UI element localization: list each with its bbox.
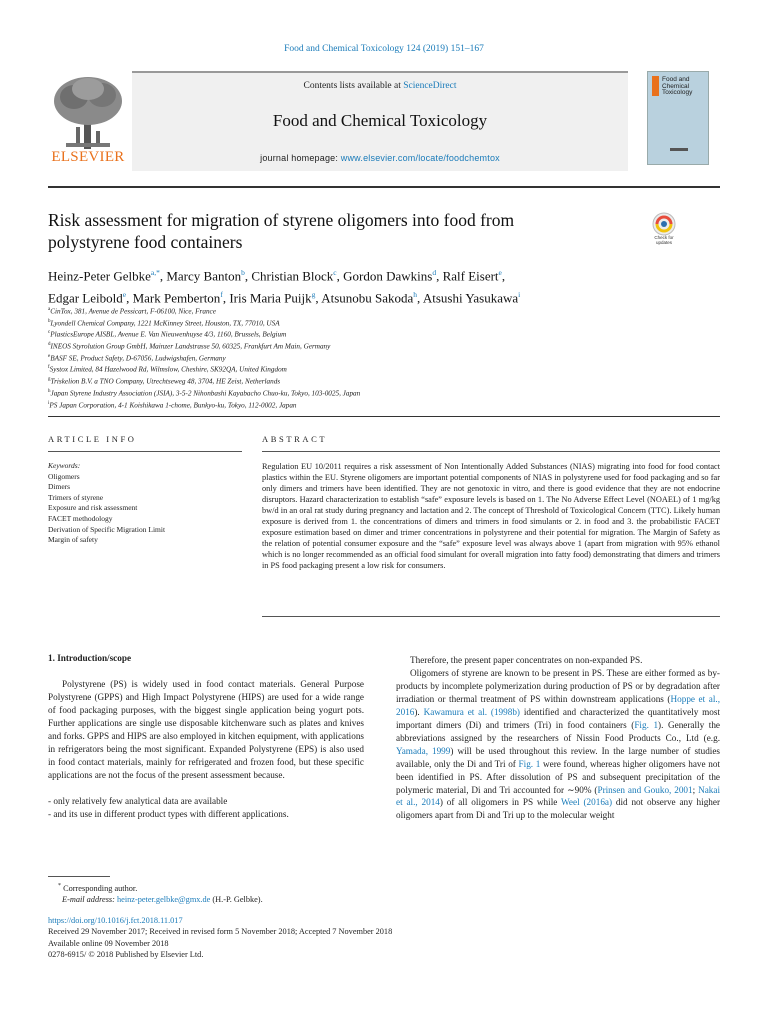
keywords-block	[48, 461, 242, 546]
journal-citation[interactable]: Food and Chemical Toxicology 124 (2019) 151–167	[284, 44, 484, 54]
email-link[interactable]: heinz-peter.gelbke@gmx.de	[117, 895, 211, 905]
keyword-item: Dimers	[48, 482, 71, 492]
check-updates-icon	[646, 212, 682, 236]
abstract-rule-bottom	[262, 616, 720, 617]
keyword-item: Exposure and risk assessment	[48, 503, 138, 513]
affiliation-item: $^a$CinTox, 381, Avenue de Pessicart, F-06100, Nice, France	[48, 307, 216, 316]
author-list	[48, 263, 718, 308]
figure-link[interactable]: Fig. 1	[518, 758, 541, 769]
footnote: * Corresponding author. E-mail address: heinz-peter.gelbke@gmx.de (H.-P. Gelbke).	[58, 883, 263, 905]
body-column-right	[396, 654, 720, 822]
footnote-rule	[48, 876, 110, 877]
cover-stripe	[652, 76, 659, 96]
citation-link[interactable]: Hoppe et al., 2016	[396, 693, 720, 717]
available-online: Available online 09 November 2018	[48, 938, 169, 948]
author-name[interactable]: Edgar Leibold	[48, 290, 123, 306]
publication-info	[48, 915, 548, 961]
abstract-rule-top	[262, 451, 720, 452]
keyword-item: Trimers of styrene	[48, 492, 104, 502]
elsevier-wordmark: ELSEVIER	[51, 149, 125, 165]
author-affiliation-marker[interactable]: i	[518, 290, 521, 300]
author-name[interactable]: Ralf Eisert	[442, 268, 499, 284]
author-affiliation-marker[interactable]: e	[122, 290, 127, 300]
journal-cover-image[interactable]: Food and Chemical Toxicology	[647, 71, 709, 165]
affiliation-item: $^d$INEOS Styrolution Group GmbH, Mainzer Landstrasse 50, 60325, Frankfurt Am Main, Germany	[48, 342, 331, 351]
keyword-list	[48, 472, 242, 546]
doi-link[interactable]: https://doi.org/10.1016/j.fct.2018.11.017	[48, 916, 183, 925]
abstract-heading: ABSTRACT	[262, 434, 328, 444]
author-affiliation-marker[interactable]: b	[241, 268, 245, 277]
contents-line: Contents lists available at ScienceDirect	[303, 81, 457, 91]
author-name[interactable]: Heinz-Peter Gelbke	[48, 268, 151, 284]
article-title: Risk assessment for migration of styrene oligomers into food from polystyrene food containers	[48, 210, 515, 252]
body-column-left	[48, 652, 364, 820]
author-affiliation-marker[interactable]: h	[413, 290, 418, 300]
affiliation-item: $^b$Lyondell Chemical Company, 1221 McKinney Street, Houston, TX, 77010, USA	[48, 318, 280, 328]
affiliation-list	[48, 305, 718, 410]
check-for-updates-button[interactable]: Check for updates	[646, 212, 682, 252]
elsevier-logo[interactable]	[48, 71, 128, 166]
list-item: - and its use in different product types with different applications.	[48, 808, 289, 819]
citation-link[interactable]: Nakai et al., 2014	[396, 784, 720, 808]
keyword-item: Derivation of Specific Migration Limit	[48, 524, 166, 534]
author-name[interactable]: Christian Block	[251, 268, 334, 284]
figure-link[interactable]: Fig. 1	[634, 719, 659, 730]
paragraph: Polystyrene (PS) is widely used in food contact materials. General Purpose Polystyrene (GPPS) and High Impact Polystyrene (HIPS) are used for a wide range of food packaging purposes, with the biggest single application being yogurt pots. Further applications are single use disposable kitchenware such as plates and knives and forks. GPPS and HIPS are also employed in kitchen equipment, with applications in refrigerators being the most significant. Expanded Polystyrene (EPS) is also used in food contact materials, mainly for refrigerated and frozen food, but these specific applications are not the focus of the present assessment because.	[48, 678, 364, 780]
journal-title: Food and Chemical Toxicology	[272, 111, 488, 130]
author-name[interactable]: Marcy Banton	[166, 268, 242, 284]
author-name[interactable]: Atsushi Yasukawa	[422, 290, 519, 306]
citation-link[interactable]: Weel (2016a)	[561, 797, 613, 808]
author-name[interactable]: Mark Pemberton	[132, 290, 221, 306]
received-dates: Received 29 November 2017; Received in revised form 5 November 2018; Accepted 7 November 2018	[48, 927, 393, 937]
author-affiliation-marker[interactable]: c	[333, 268, 337, 277]
keyword-item: FACET methodology	[48, 513, 113, 523]
affiliation-item: $^f$Systox Limited, 84 Hazelwood Rd, Wilmslow, Cheshire, SK92QA, United Kingdom	[48, 365, 287, 374]
author-affiliation-marker[interactable]: e	[498, 268, 502, 277]
keywords-label: Keywords:	[48, 461, 81, 470]
author-affiliation-marker[interactable]: f	[220, 290, 223, 300]
homepage-link[interactable]: www.elsevier.com/locate/foodchemtox	[340, 153, 500, 163]
paragraph: Oligomers of styrene are known to be present in PS. These are either formed as by-products by incomplete polymerization during production of PS or by degradation after irradiation or thermal treatment of PS within downstream applications (Hoppe et al., 2016). Kawamura et al. (1998b) identified and characterized the quantitatively most important dimers (Di) and trimers (Tri) in food containers (Fig. 1). Generally the abbreviations assigned by the researchers of Nissin Food Products Co., Ltd (e.g. Yamada, 1999) will be used throughout this review. In the large number of studies available, only the Di and Tri of Fig. 1 were found, whereas higher oligomers have not been identified in PS. After dissolution of PS and subsequent precipitation of the polymeric material, Di and Tri accounted for ∼90% (Prinsen and Gouko, 2001; Nakai et al., 2014) of all oligomers in PS while Weel (2016a) did not observe any higher oligomers apart from Di and Tri up to the molecular weight	[396, 667, 721, 821]
homepage-line: journal homepage: www.elsevier.com/locate/foodchemtox	[260, 153, 500, 163]
authors-line: Heinz-Peter Gelbke$^{a,*}$, Marcy Banton$^b$, Christian Block$^c$, Gordon Dawkins$^d$, Ralf Eisert$^e$,	[48, 268, 506, 284]
cover-mark	[670, 148, 688, 151]
masthead	[48, 71, 628, 176]
keyword-item: Margin of safety	[48, 535, 98, 545]
affiliation-rule	[48, 416, 720, 417]
author-name[interactable]: Iris Maria Puijk	[229, 290, 312, 306]
author-name[interactable]: Atsunobu Sakoda	[321, 290, 414, 306]
author-affiliation-marker[interactable]: d	[432, 268, 437, 277]
affiliation-item: $^h$Japan Styrene Industry Association (JSIA), 3-5-2 Nihonbashi Kayabacho Chuo-ku, Tokyo, 103-0025, Japan	[48, 388, 361, 398]
article-info-rule	[48, 451, 242, 452]
author-affiliation-marker[interactable]: g	[311, 290, 316, 300]
journal-banner	[132, 71, 628, 171]
citation-link[interactable]: Yamada, 1999	[396, 745, 451, 756]
affiliation-item: $^i$PS Japan Corporation, 4-1 Koishikawa 1-chome, Bunkyo-ku, Tokyo, 112-0002, Japan	[48, 400, 297, 409]
paragraph: Therefore, the present paper concentrates on non-expanded PS.	[410, 655, 643, 665]
affiliation-item: $^c$PlasticsEurope AISBL, Avenue E. Van Nieuwenhuyse 4/3, 1160, Brussels, Belgium	[48, 330, 287, 339]
author-affiliation-marker[interactable]: a,*	[150, 268, 160, 277]
abstract-text: Regulation EU 10/2011 requires a risk assessment of Non Intentionally Added Substances (NIAS) migrating into food for food contact plastics within the EU. Styrene oligomers are important potential components of NIAS in polystyrene used for food packaging and so far only dimers and trimers have been identified. They are not genotoxic in vitro, and there is good evidence that they are not endocrine disruptors. Hazard characterization to establish “safe” exposure levels is based on 1. The No Adverse Effect Level (NOAEL) of 1 mg/kg bw/d in an oral rat study during pregnancy and lactation and 2. The concept of Threshold of Toxicological Concern (TTC). Likely human exposure is derived from 1. the concentrations of dimers and trimers in food simulants or 2. in food and 3. the probabilistic FACET exposure estimation based on dimer and trimer concentrations in polystyrene and their potential for migration. The Margin of Safety as the relation of potential consumer exposure and the “safe” exposure level was always above 1 (apart from migration with 95% ethanol which is no longer recommended as an official food simulant for overall migration into fatty food) demonstrating that dimers and trimers in PS food packaging present a low risk for consumers.	[262, 462, 720, 571]
affiliation-item: $^e$BASF SE, Product Safety, D-67056, Ludwigshafen, Germany	[48, 353, 226, 363]
section-heading: 1. Introduction/scope	[48, 653, 132, 663]
list-item: - only relatively few analytical data are available	[48, 795, 228, 806]
citation-link[interactable]: Prinsen and Gouko, 2001	[597, 784, 693, 795]
authors-line: Edgar Leibold$^e$, Mark Pemberton$^f$, Iris Maria Puijk$^g$, Atsunobu Sakoda$^h$, Atsushi Yasukawa$^i$	[48, 290, 521, 306]
keyword-item: Oligomers	[48, 471, 80, 481]
author-name[interactable]: Gordon Dawkins	[343, 268, 433, 284]
article-info-heading: ARTICLE INFO	[48, 434, 137, 444]
copyright: 0278-6915/ © 2018 Published by Elsevier Ltd.	[48, 950, 204, 960]
citation-link[interactable]: Kawamura et al. (1998b)	[423, 706, 520, 717]
affiliation-item: $^g$Triskelion B.V. a TNO Company, Utrechtseweg 48, 3704, HE Zeist, Netherlands	[48, 377, 281, 386]
header-rule	[48, 186, 720, 188]
sciencedirect-link[interactable]: ScienceDirect	[403, 81, 457, 91]
